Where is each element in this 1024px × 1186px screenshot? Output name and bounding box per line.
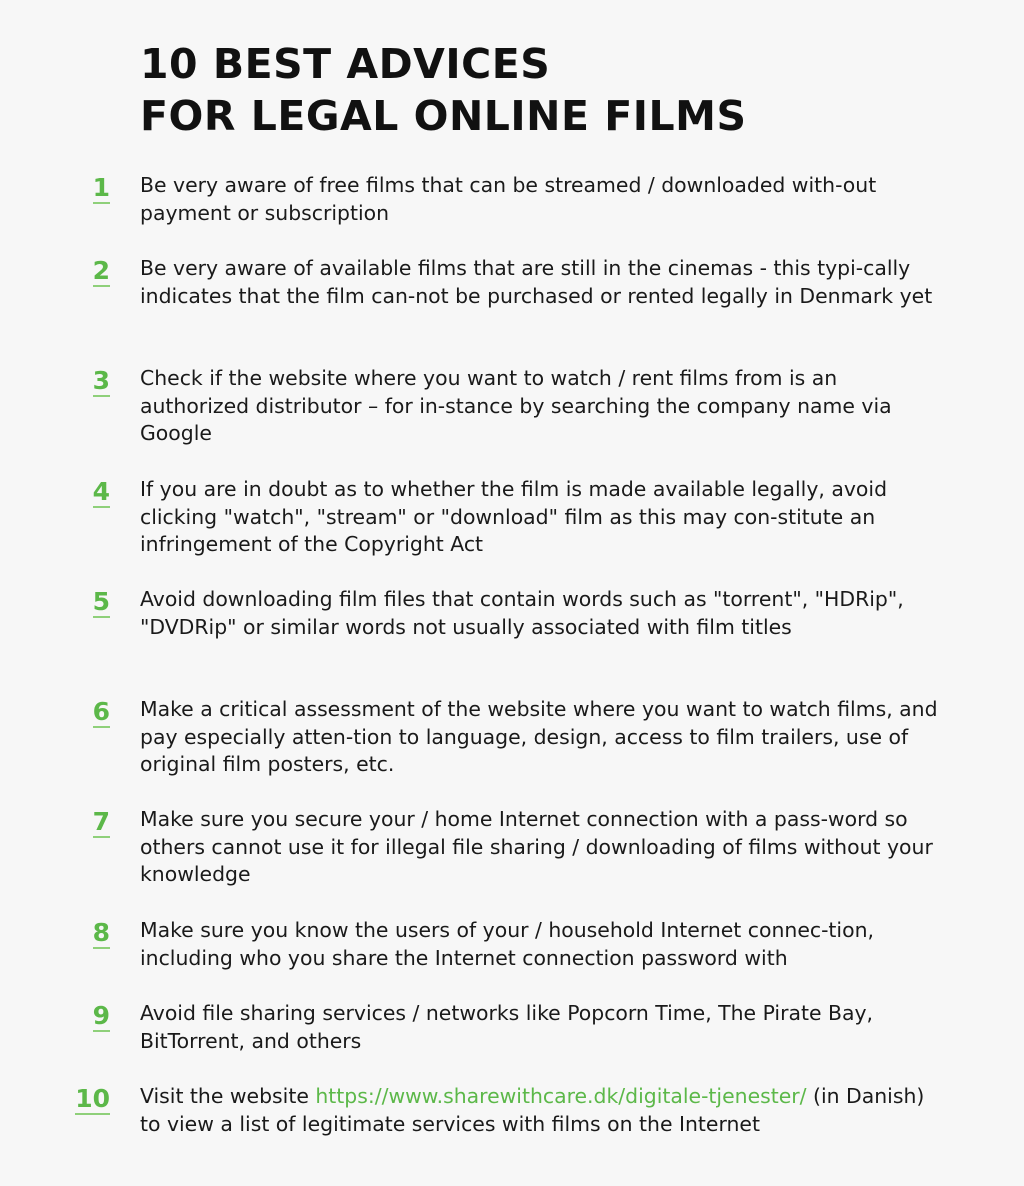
advice-number: 6	[92, 697, 110, 726]
advice-text: Avoid file sharing services / networks like Popcorn Time, The Pirate Bay, BitTorrent, and others	[140, 1001, 874, 1053]
advice-number: 9	[92, 1001, 110, 1030]
advice-text: Avoid downloading film files that contain words such as "torrent", "HDRip", "DVDRip" or similar words not usually associated with film titles	[140, 587, 904, 639]
advice-text-after-link: (in Danish) to view a list of legitimate services with films on the Internet	[140, 1084, 925, 1136]
advice-text: Be very aware of available films that are still in the cinemas - this typi-cally indicates that the film can-not be purchased or rented legally in Denmark yet	[140, 256, 933, 308]
advice-text-before-link: Visit the website	[140, 1084, 316, 1108]
title-line-2: FOR LEGAL ONLINE FILMS	[140, 92, 747, 140]
advice-number: 2	[92, 256, 110, 285]
advice-text	[140, 1083, 946, 1138]
advice-text: Make sure you know the users of your / household Internet connec-tion, including who you share the Internet connection password with	[140, 918, 874, 970]
sharewithcare-link[interactable]: https://www.sharewithcare.dk/digitale-tjenester/	[315, 1084, 807, 1108]
title-line-1: 10 BEST ADVICES	[140, 40, 551, 88]
advice-text: Make sure you secure your / home Internet connection with a pass-word so others cannot use it for illegal file sharing / downloading of films without your knowledge	[140, 807, 933, 886]
advice-number: 5	[92, 587, 110, 616]
advice-text: If you are in doubt as to whether the film is made available legally, avoid clicking "watch", "stream" or "download" film as this may con-stitute an infringement of the Copyright Act	[140, 477, 888, 556]
advice-number: 8	[92, 918, 110, 947]
advice-number: 7	[92, 807, 110, 836]
advice-number: 1	[92, 173, 110, 202]
advice-number: 4	[92, 477, 110, 506]
advice-text: Be very aware of free films that can be streamed / downloaded with-out payment or subscription	[140, 173, 877, 225]
page-title	[140, 38, 746, 142]
advice-text: Make a critical assessment of the website where you want to watch films, and pay especially atten-tion to language, design, access to film trailers, use of original film posters, etc.	[140, 697, 938, 776]
advice-number: 10	[75, 1084, 110, 1113]
advice-number: 3	[92, 366, 110, 395]
advice-text: Check if the website where you want to watch / rent films from is an authorized distributor – for in-stance by searching the company name via Google	[140, 366, 892, 445]
